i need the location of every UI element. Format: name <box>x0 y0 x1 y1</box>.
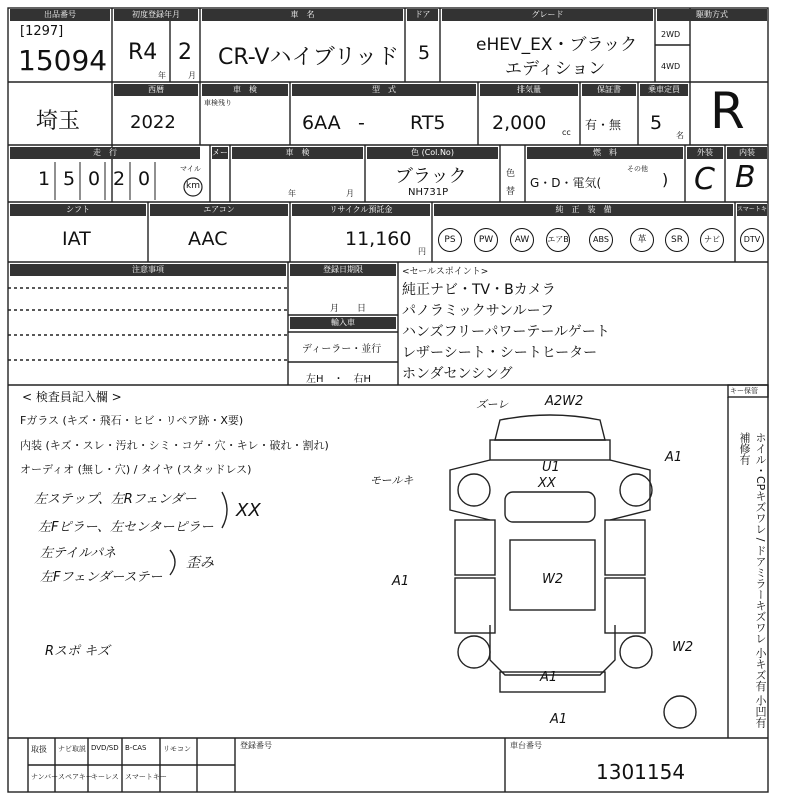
sales-point-4: レザーシート・シートヒーター <box>402 345 598 361</box>
fuel: G・D・電気( <box>530 176 602 190</box>
hdr-color: 色 (Col.No) <box>367 147 498 159</box>
drive-4wd: 4WD <box>661 62 681 71</box>
bottom-dvd: DVD/SD <box>91 744 119 752</box>
model-code: RT5 <box>410 112 446 134</box>
hdr-inspection: 車 検 <box>202 84 288 96</box>
reg-era: R4 <box>128 40 158 65</box>
hand-distortion: 歪み <box>186 555 214 571</box>
equip-dtv: DTV <box>740 228 764 252</box>
mileage-unit-mile: マイル <box>180 165 201 173</box>
mileage-d2: 5 <box>63 168 76 190</box>
recycle: 11,160 <box>345 228 412 250</box>
equip-navi: ナビ <box>700 228 724 252</box>
hdr-equipment: 純 正 装 備 <box>434 204 733 216</box>
int-score: B <box>735 160 756 195</box>
bottom-handling: 取扱 <box>31 745 47 754</box>
doors: 5 <box>418 42 431 64</box>
side-note: ホイル・CPキズワレ / ドアミラーキズワレ 小キズ有 小凹有 補修有 <box>738 432 767 729</box>
equip-abs: ABS <box>589 228 613 252</box>
hdr-car-name: 車 名 <box>202 9 403 21</box>
capacity: 5 <box>650 112 663 134</box>
hdr-capacity: 乗車定員 <box>640 84 688 96</box>
mark-a1-front: A1 <box>540 670 558 685</box>
reg-date-label: 月 日 <box>330 304 367 314</box>
mark-a1-rr: A1 <box>665 450 683 465</box>
mark-a1-bumper: A1 <box>550 712 568 727</box>
mark-u1: U1 <box>542 460 560 475</box>
model-prefix: 6AA <box>302 112 341 134</box>
hdr-reg-year: 初度登録年月 <box>114 9 198 21</box>
region: 埼玉 <box>36 109 81 134</box>
mark-mall: モールキ <box>370 474 414 487</box>
bottom-smart-key: スマートキー <box>125 773 167 781</box>
bottom-keyless: キーレス <box>91 773 119 781</box>
frame-number: 1301154 <box>596 760 686 784</box>
car-diagram <box>450 415 696 728</box>
sales-point-1: 純正ナビ・TV・Bカメラ <box>402 282 556 298</box>
hdr-mileage: 走 行 <box>10 147 200 159</box>
mark-w2-roof: W2 <box>542 572 564 587</box>
hdr-grade: グレード <box>442 9 653 21</box>
mark-xx: XX <box>538 476 556 491</box>
nen-label: 年 <box>158 71 166 80</box>
hdr-recycle: リサイクル預託金 <box>292 204 430 216</box>
hdr-aircon: エアコン <box>150 204 288 216</box>
hdr-lot: 出品番号 <box>10 9 110 21</box>
hdr-interior: 内装 <box>727 147 767 159</box>
sales-point-3: ハンズフリーパワーテールゲート <box>402 324 610 340</box>
hdr-odometer: メーター <box>212 148 228 169</box>
mileage-unit-km: km <box>186 181 200 191</box>
displacement: 2,000 <box>492 112 547 134</box>
mileage-d3: 0 <box>88 168 101 190</box>
hdr-model: 型 式 <box>292 84 476 96</box>
hdr-drive: 駆動方式 <box>657 9 767 21</box>
grade-line1: eHEV_EX・ブラック <box>476 35 638 55</box>
hand-rspoiler: Rスポ キズ <box>45 644 110 659</box>
hdr-inspect2: 車 検 <box>232 147 363 159</box>
inspector-line-3: オーディオ (無し・穴) / タイヤ (スタッドレス) <box>20 463 252 476</box>
aircon: AAC <box>188 228 228 250</box>
reg-month: 2 <box>178 40 192 65</box>
hdr-displacement: 排気量 <box>480 84 578 96</box>
diagram-rear-label: ズーレ <box>476 398 509 411</box>
equip-leather: 革 <box>630 228 654 252</box>
inspect-month: 月 <box>346 189 354 198</box>
hdr-warranty: 保証書 <box>582 84 636 96</box>
mark-w2-fr: W2 <box>672 640 694 655</box>
hand-note-3: 左テイルパネ <box>40 546 117 561</box>
hdr-reg-date: 登録日期限 <box>290 264 396 276</box>
equip-sr: SR <box>665 228 689 252</box>
steering: 左H ・ 右H <box>306 374 372 385</box>
equip-aw: AW <box>510 228 534 252</box>
color-change: 替 <box>506 187 516 197</box>
mileage-d4: 2 <box>113 168 126 190</box>
model-dash: - <box>358 112 365 134</box>
tsuki-label: 月 <box>188 71 196 80</box>
fuel-close: ) <box>662 170 669 189</box>
sales-point-5: ホンダセンシング <box>402 366 513 382</box>
bottom-spare-key: スペアキー <box>58 773 93 781</box>
hand-note-4: 左Fフェンダーステー <box>40 570 163 585</box>
mileage-d1: 1 <box>38 168 51 190</box>
grade-line2: エディション <box>505 59 606 79</box>
hdr-year: 西暦 <box>114 84 198 96</box>
mark-a2w2: A2W2 <box>545 394 584 409</box>
inspection-note: 車検残り <box>204 99 232 107</box>
drive-2wd: 2WD <box>661 30 681 39</box>
bottom-navi-manual: ナビ取説 <box>58 745 86 753</box>
mark-a1-left: A1 <box>392 574 410 589</box>
hdr-fuel: 燃 料 <box>527 147 683 159</box>
ext-score: C <box>694 162 715 197</box>
hand-note-1: 左ステップ、左Rフェンダー <box>34 492 197 507</box>
yen-label: 円 <box>418 247 426 256</box>
equip-airbag: エアB <box>546 228 570 252</box>
hdr-frame-number: 車台番号 <box>510 741 542 750</box>
color-code: NH731P <box>408 187 449 198</box>
bottom-number: ナンバー <box>31 773 59 781</box>
color-label: 色 <box>506 169 516 179</box>
fuel-other: その他 <box>627 165 648 173</box>
color-name: ブラック <box>395 166 467 187</box>
hdr-shift: シフト <box>10 204 146 216</box>
capacity-unit: 名 <box>676 131 684 140</box>
hdr-import: 輸入車 <box>290 317 396 329</box>
year: 2022 <box>130 112 176 133</box>
inspector-line-2: 内装 (キズ・スレ・汚れ・シミ・コゲ・穴・キレ・破れ・割れ) <box>20 439 329 452</box>
car-name: CR-Vハイブリッド <box>218 45 400 70</box>
warranty: 有・無 <box>585 118 622 132</box>
hand-note-2: 左Fピラー、左センターピラー <box>38 520 214 535</box>
bottom-bcas: B-CAS <box>125 744 147 752</box>
inspect-year: 年 <box>288 189 296 198</box>
hdr-keyless: スマートキー <box>737 206 767 225</box>
hdr-exterior: 外装 <box>687 147 723 159</box>
mileage-d5: 0 <box>138 168 151 190</box>
hdr-doors: ドア <box>407 9 438 21</box>
lot-number: 15094 <box>18 44 108 77</box>
hdr-sales-points: <セールスポイント> <box>402 267 489 277</box>
bottom-remote: リモコン <box>163 745 191 753</box>
equip-pw: PW <box>474 228 498 252</box>
import-type: ディーラー・並行 <box>302 344 382 355</box>
shift: IAT <box>62 228 91 250</box>
sales-point-2: パノラミックサンルーフ <box>402 303 554 319</box>
hdr-reg-number: 登録番号 <box>240 741 272 750</box>
equip-ps: PS <box>438 228 462 252</box>
lot-bracket: [1297] <box>20 24 64 39</box>
hdr-inspector: < 検査員記入欄 > <box>22 390 122 404</box>
inspector-line-1: Fガラス (キズ・飛石・ヒビ・リペア跡・X要) <box>20 414 244 427</box>
cc-label: cc <box>562 128 571 137</box>
hdr-notes: 注意事項 <box>10 264 286 276</box>
grade-score: R <box>710 82 745 140</box>
hand-xx: XX <box>236 500 261 521</box>
hdr-key-keep: キー保管 <box>730 387 758 395</box>
